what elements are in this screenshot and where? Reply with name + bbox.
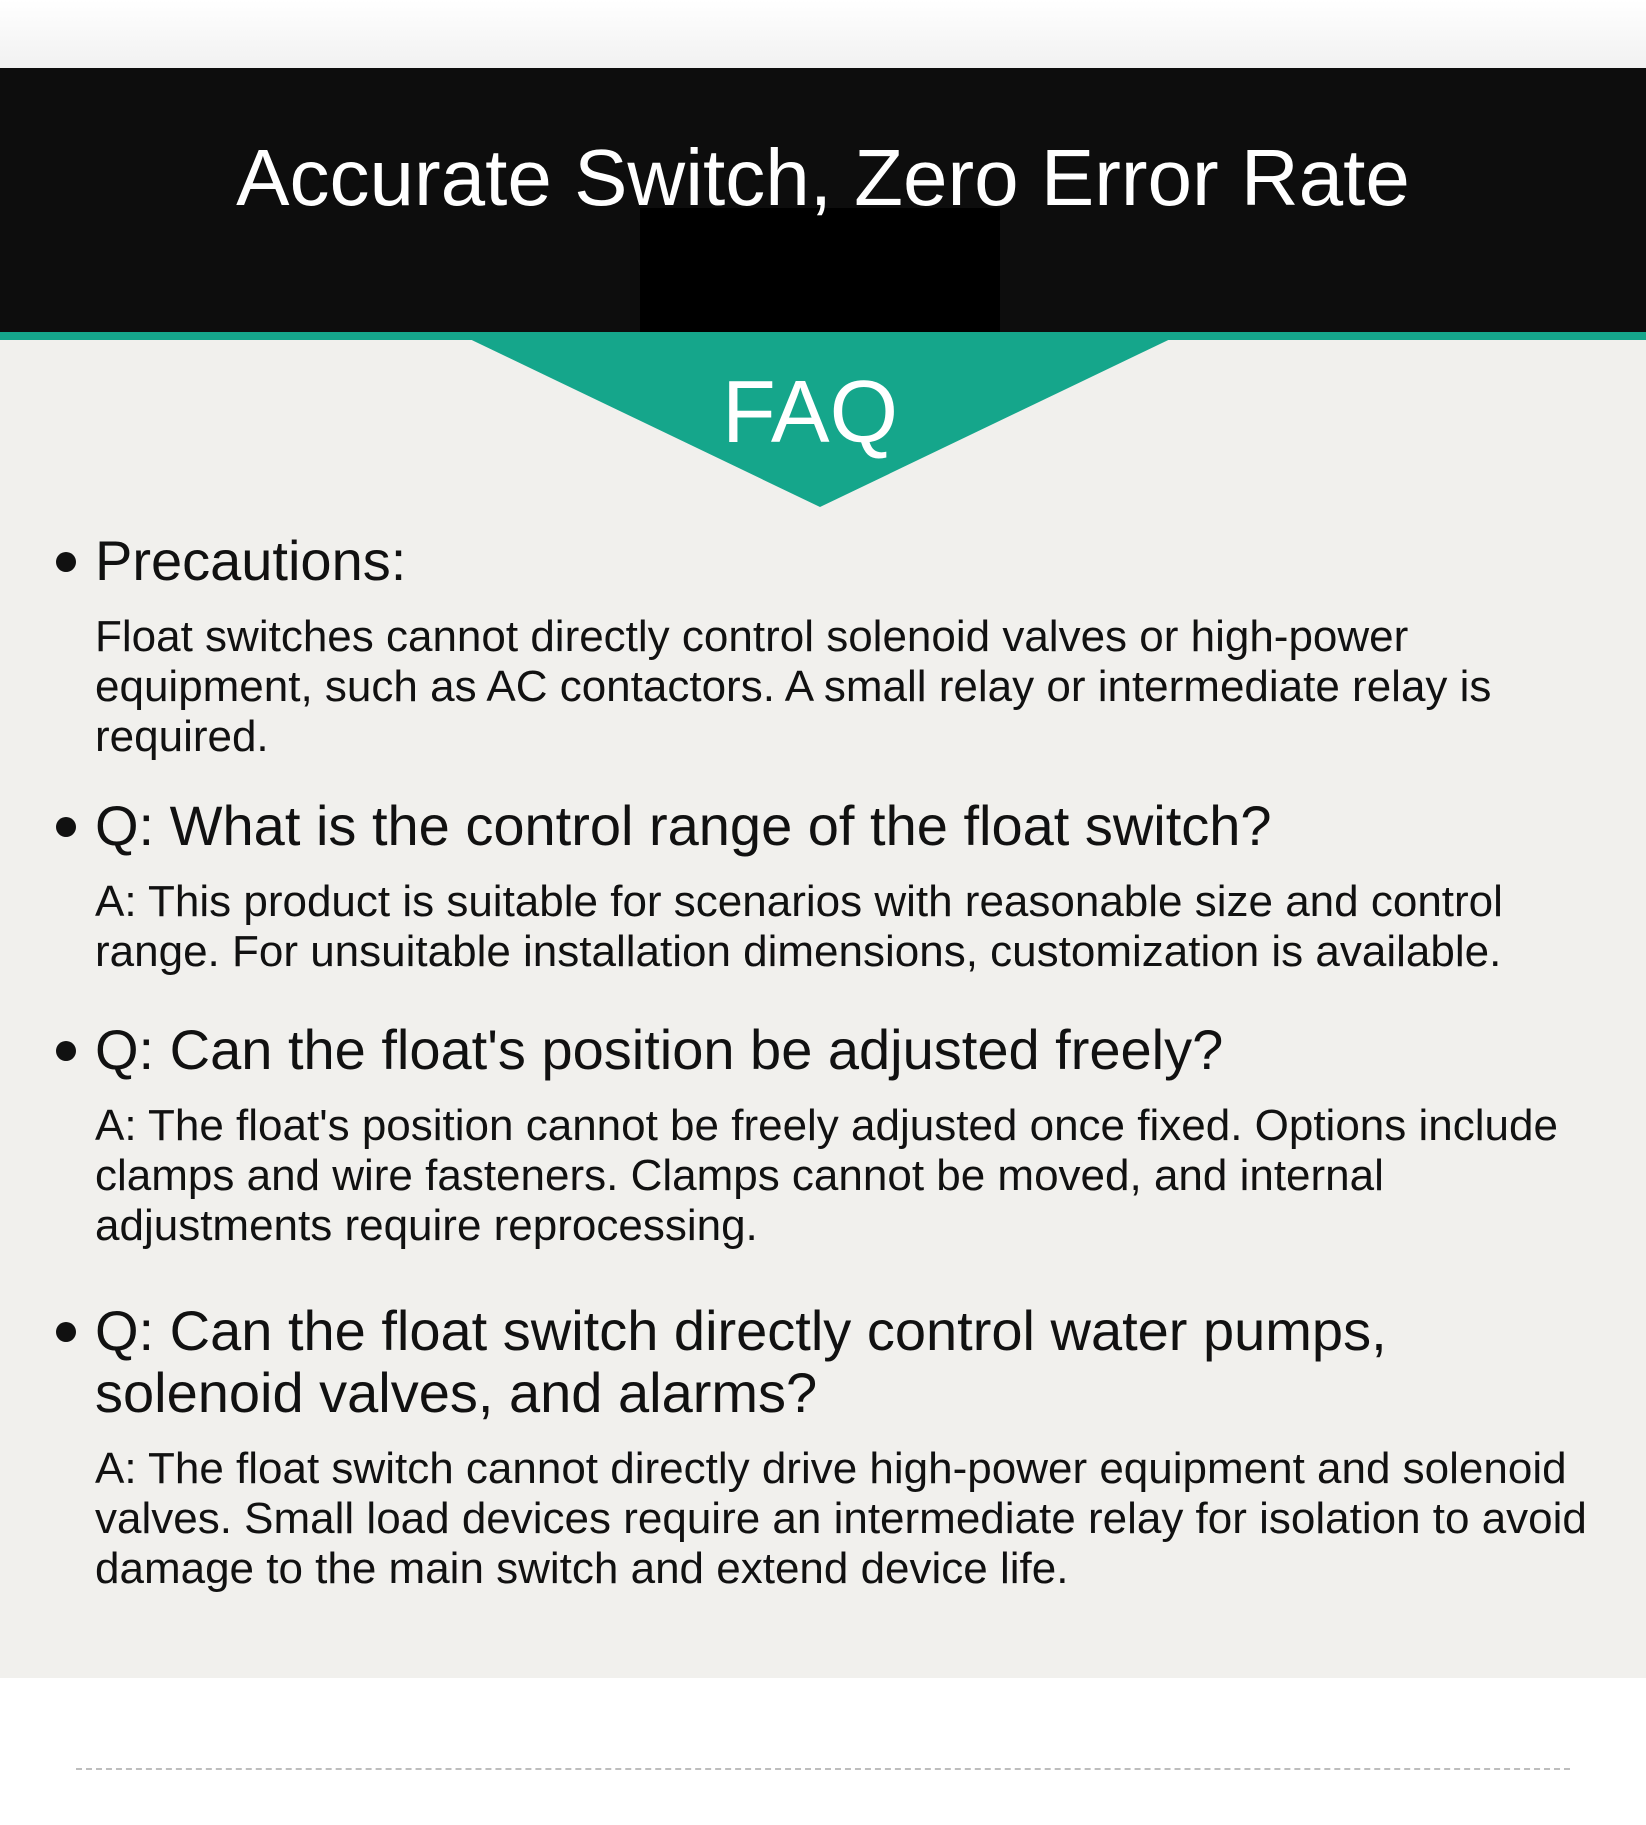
faq-item-float-position bbox=[52, 1019, 1612, 1251]
dashed-divider bbox=[76, 1768, 1570, 1770]
faq-question bbox=[52, 1300, 1495, 1424]
faq-answer: A: The float's position cannot be freely adjusted once fixed. Options include clamps and wire fasteners. Clamps cannot be moved, and internal adjustments require reprocessing. bbox=[95, 1101, 1558, 1250]
bullet-icon bbox=[56, 1322, 76, 1342]
bullet-icon bbox=[56, 1041, 76, 1061]
faq-question bbox=[52, 795, 1612, 857]
faq-answer: A: This product is suitable for scenarios with reasonable size and control range. For unsuitable installation dimensions, customization is available. bbox=[95, 877, 1503, 976]
faq-item-precautions bbox=[52, 530, 1612, 762]
faq-question-text: Q: What is the control range of the float switch? bbox=[95, 794, 1272, 857]
faq-answer: A: The float switch cannot directly drive high-power equipment and solenoid valves. Small load devices require an intermediate relay for isolation to avoid damage to the main switch and extend device life. bbox=[95, 1444, 1587, 1593]
page-title: Accurate Switch, Zero Error Rate bbox=[236, 133, 1410, 222]
faq-answer: Float switches cannot directly control solenoid valves or high-power equipment, such as AC contactors. A small relay or intermediate relay is required. bbox=[95, 612, 1492, 761]
banner-shade bbox=[640, 208, 1000, 332]
faq-label: FAQ bbox=[721, 362, 899, 461]
header-banner bbox=[0, 68, 1646, 332]
faq-question-text: Q: Can the float switch directly control water pumps, solenoid valves, and alarms? bbox=[95, 1299, 1387, 1424]
faq-item-control-range bbox=[52, 795, 1612, 977]
faq-item-direct-control bbox=[52, 1300, 1612, 1594]
faq-question bbox=[52, 530, 1612, 592]
faq-question bbox=[52, 1019, 1612, 1081]
bullet-icon bbox=[56, 552, 76, 572]
bullet-icon bbox=[56, 817, 76, 837]
faq-question-text: Precautions: bbox=[95, 529, 407, 592]
faq-badge bbox=[0, 332, 1646, 507]
top-strip bbox=[0, 0, 1646, 68]
faq-question-text: Q: Can the float's position be adjusted freely? bbox=[95, 1018, 1224, 1081]
